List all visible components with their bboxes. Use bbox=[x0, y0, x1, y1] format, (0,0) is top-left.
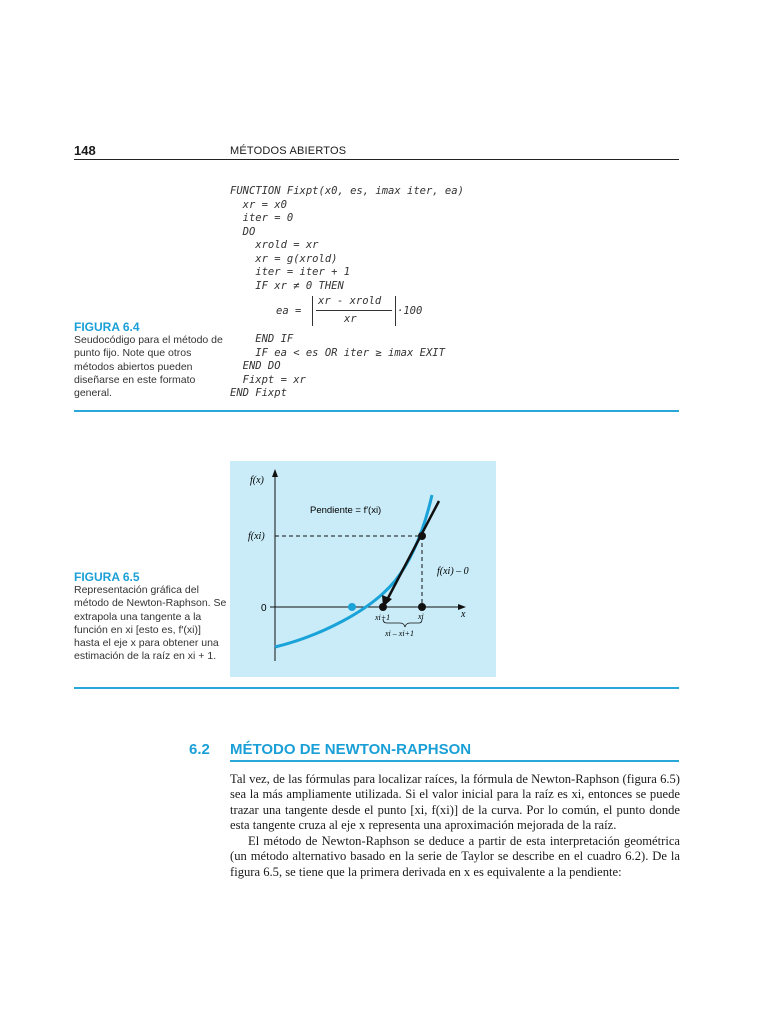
xi1-point bbox=[379, 603, 387, 611]
code-line: xrold = xr bbox=[230, 239, 319, 251]
formula-numerator: xr - xrold bbox=[318, 295, 382, 307]
code-line: DO bbox=[230, 225, 256, 238]
code-line: FUNCTION Fixpt(x0, es, imax iter, ea) bbox=[230, 185, 464, 197]
code-line: IF xr ≠ 0 THEN bbox=[230, 279, 344, 292]
code-line: xr = g(xrold) bbox=[230, 252, 338, 265]
fxi-point bbox=[418, 532, 426, 540]
formula-suffix: ·100 bbox=[397, 305, 423, 317]
fxi-label: f(xi) bbox=[248, 531, 265, 542]
code-line: END DO bbox=[230, 360, 281, 372]
section-number: 6.2 bbox=[189, 741, 210, 758]
slope-label: Pendiente = f′(xi) bbox=[310, 505, 382, 516]
formula-denominator: xr bbox=[344, 313, 357, 325]
page-number: 148 bbox=[74, 143, 96, 158]
y-axis-label: f(x) bbox=[250, 475, 264, 486]
code-line: END Fixpt bbox=[230, 387, 287, 399]
section-title-rule bbox=[230, 760, 679, 762]
figure-6-4-caption: Seudocódigo para el método de punto fijo. Note que otros métodos abiertos pueden diseñarse en este formato general. bbox=[74, 334, 223, 400]
span-label: xi – xi+1 bbox=[385, 629, 414, 638]
code-line: iter = 0 bbox=[230, 212, 294, 224]
error-formula bbox=[260, 295, 460, 329]
body-paragraph: Tal vez, de las fórmulas para localizar raíces, la fórmula de Newton-Raphson (figura 6.5) sea la más ampliamente utilizada. Si el valor inicial para la raíz es xi, entonces se puede trazar una tangente desde el punto [xi, f(xi)] de la curva. Por lo común, el punto donde esta tangente cruza al eje x representa una aproximación mejorada de la raíz. bbox=[230, 772, 680, 833]
figure-6-5-caption: Representación gráfica del método de Newton-Raphson. Se extrapola una tangente a la función en xi [esto es, f′(xi)] hasta el eje x para obtener una estimación de la raíz en xi + 1. bbox=[74, 584, 227, 663]
xi-label: xi bbox=[418, 612, 424, 621]
figure-6-4-label: FIGURA 6.4 bbox=[74, 320, 140, 334]
abs-bar-right bbox=[395, 296, 396, 326]
newton-raphson-diagram bbox=[230, 461, 496, 677]
figure-6-4-rule bbox=[74, 410, 679, 412]
code-line: IF ea < es OR iter ≥ imax EXIT bbox=[230, 346, 445, 359]
xi-point bbox=[418, 603, 426, 611]
code-line: END IF bbox=[230, 333, 294, 345]
figure-6-5-rule bbox=[74, 687, 679, 689]
figure-6-5-label: FIGURA 6.5 bbox=[74, 570, 140, 584]
abs-bar-left bbox=[312, 296, 313, 326]
fraction-bar bbox=[316, 310, 392, 311]
section-title: MÉTODO DE NEWTON-RAPHSON bbox=[230, 741, 472, 758]
code-line: Fixpt = xr bbox=[230, 373, 306, 386]
code-line: iter = iter + 1 bbox=[230, 266, 351, 278]
header-rule bbox=[74, 159, 679, 160]
root-point bbox=[348, 603, 356, 611]
code-line: xr = x0 bbox=[230, 198, 287, 211]
zero-label: 0 bbox=[261, 603, 267, 614]
body-paragraph: El método de Newton-Raphson se deduce a partir de esta interpretación geométrica (un método alternativo basado en la serie de Taylor se describe en el cuadro 6.2). De la figura 6.5, se tiene que la primera derivada en x es equivalente a la pendiente: bbox=[230, 834, 680, 879]
formula-lhs: ea = bbox=[276, 305, 302, 317]
pseudocode-block bbox=[230, 185, 630, 405]
height-label: f(xi) – 0 bbox=[437, 566, 469, 577]
running-header: MÉTODOS ABIERTOS bbox=[230, 145, 347, 157]
x-axis-label: x bbox=[461, 609, 466, 620]
xi1-label: xi+1 bbox=[375, 613, 391, 622]
